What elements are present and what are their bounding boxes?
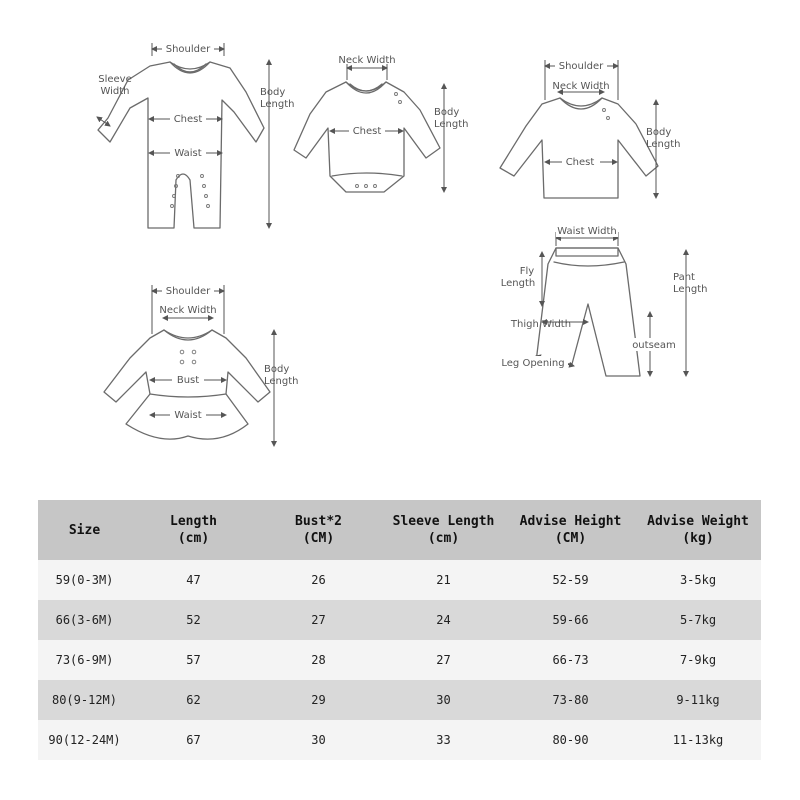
size-chart-table <box>38 500 761 760</box>
cell-bust: 28 <box>256 640 381 680</box>
dress-body-label-1: Body <box>264 364 290 375</box>
bodysuit-neck-label: Neck Width <box>338 55 396 66</box>
table-row <box>38 720 761 760</box>
table-row <box>38 680 761 720</box>
dress-diagram <box>104 284 299 446</box>
pants-length-label-1: Pant <box>673 272 695 283</box>
table-row <box>38 600 761 640</box>
cell-size: 80(9-12M) <box>38 680 131 720</box>
pants-waist-label: Waist Width <box>557 226 617 237</box>
cell-sleeve: 30 <box>381 680 506 720</box>
bodysuit-body-label-1: Body <box>434 107 460 118</box>
cell-length: 57 <box>131 640 256 680</box>
cell-sleeve: 21 <box>381 560 506 600</box>
bodysuit-body-label-2: Length <box>434 119 469 130</box>
cell-length: 62 <box>131 680 256 720</box>
table-row <box>38 640 761 680</box>
cell-weight: 9-11kg <box>635 680 761 720</box>
romper-body-label-2: Length <box>260 99 295 110</box>
pants-fly-label-1: Fly <box>519 266 535 277</box>
table-header-row <box>38 500 761 560</box>
cell-weight: 5-7kg <box>635 600 761 640</box>
top-diagram <box>500 59 681 198</box>
header-bust: Bust*2 (CM) <box>256 500 381 560</box>
romper-sleeve-label-1: Sleeve <box>98 74 132 85</box>
dress-neck-label: Neck Width <box>159 305 217 316</box>
top-buttons <box>603 109 610 120</box>
romper-sleeve-label-2: Width <box>100 86 130 97</box>
header-size: Size <box>38 500 131 560</box>
cell-height: 59-66 <box>506 600 635 640</box>
romper-shoulder-label: Shoulder <box>165 44 211 55</box>
header-advise-height: Advise Height (CM) <box>506 500 635 560</box>
romper-chest-label: Chest <box>173 114 203 125</box>
cell-weight: 3-5kg <box>635 560 761 600</box>
top-body-label-1: Body <box>646 127 672 138</box>
bodysuit-chest-label: Chest <box>352 126 382 137</box>
cell-sleeve: 27 <box>381 640 506 680</box>
romper-diagram <box>97 42 295 228</box>
cell-size: 73(6-9M) <box>38 640 131 680</box>
cell-bust: 29 <box>256 680 381 720</box>
cell-bust: 27 <box>256 600 381 640</box>
dress-buttons <box>180 350 196 364</box>
dress-bust-label: Bust <box>176 375 200 386</box>
bodysuit-diagram <box>294 55 469 192</box>
top-shoulder-label: Shoulder <box>558 61 604 72</box>
romper-body-label-1: Body <box>260 87 286 98</box>
cell-sleeve: 24 <box>381 600 506 640</box>
cell-height: 52-59 <box>506 560 635 600</box>
header-advise-weight: Advise Weight (kg) <box>635 500 761 560</box>
pants-diagram <box>500 224 708 376</box>
dress-shoulder-label: Shoulder <box>165 286 211 297</box>
cell-size: 90(12-24M) <box>38 720 131 760</box>
cell-length: 52 <box>131 600 256 640</box>
cell-height: 66-73 <box>506 640 635 680</box>
pants-leg-opening-label: Leg Opening <box>501 358 565 369</box>
dress-waist-label: Waist <box>174 410 202 421</box>
top-neck-label: Neck Width <box>552 81 610 92</box>
romper-waist-label: Waist <box>174 148 202 159</box>
header-sleeve-length: Sleeve Length (cm) <box>381 500 506 560</box>
pants-outseam-label: outseam <box>632 340 676 351</box>
pants-length-label-2: Length <box>673 284 708 295</box>
cell-height: 80-90 <box>506 720 635 760</box>
cell-bust: 26 <box>256 560 381 600</box>
pants-thigh-label: Thigh Width <box>510 319 572 330</box>
cell-bust: 30 <box>256 720 381 760</box>
top-outline <box>500 98 658 198</box>
dress-body-label-2: Length <box>264 376 299 387</box>
table-row <box>38 560 761 600</box>
header-length: Length (cm) <box>131 500 256 560</box>
cell-weight: 7-9kg <box>635 640 761 680</box>
cell-length: 47 <box>131 560 256 600</box>
top-chest-label: Chest <box>565 157 595 168</box>
pants-fly-label-2: Length <box>500 278 536 289</box>
cell-size: 66(3-6M) <box>38 600 131 640</box>
cell-size: 59(0-3M) <box>38 560 131 600</box>
cell-height: 73-80 <box>506 680 635 720</box>
top-body-label-2: Length <box>646 139 681 150</box>
cell-weight: 11-13kg <box>635 720 761 760</box>
cell-sleeve: 33 <box>381 720 506 760</box>
cell-length: 67 <box>131 720 256 760</box>
